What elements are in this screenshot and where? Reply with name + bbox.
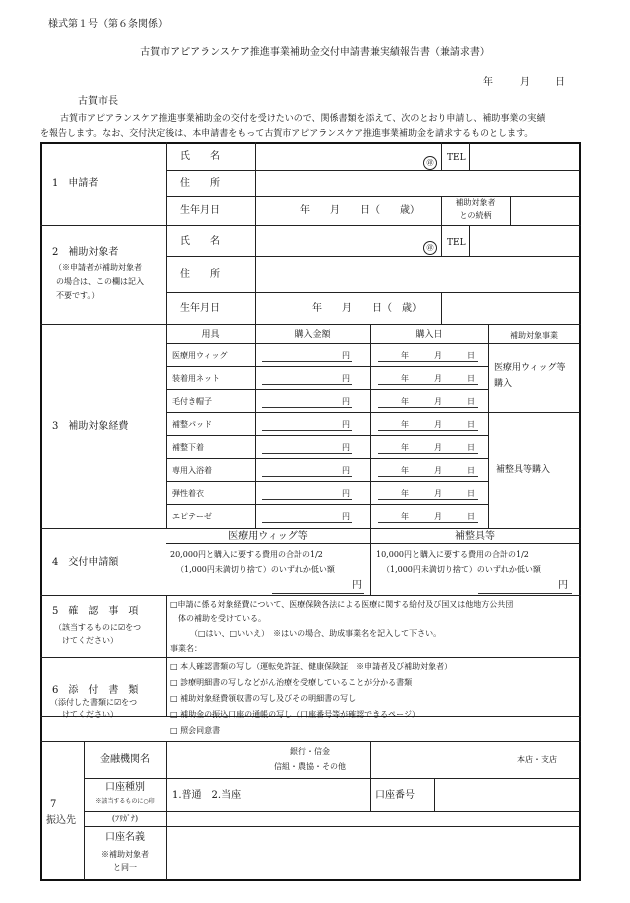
date-month-label: 月 [520,77,530,88]
item-label: エピテーゼ [172,512,212,521]
seal-mark: ㊞ [423,150,437,170]
date-year: 年 [401,512,409,521]
date-day-label: 日 [555,77,565,88]
applicant-tel-label: TEL [447,153,466,163]
date-year: 年 [401,420,409,429]
form-title: 古賀市アピアランスケア推進事業補助金交付申請書兼実績報告書（兼請求書） [140,47,490,58]
section6-label: 6 添 付 書 類 [52,685,139,696]
date-month: 月 [434,397,442,406]
doc-checkbox-medical[interactable]: □ 診療明細書の写しなどがん治療を受療していることが分かる書類 [170,678,413,687]
amount-yen: 円 [342,512,350,521]
amount-yen: 円 [342,443,350,452]
amount-yen: 円 [342,351,350,360]
date-underline [378,361,478,362]
date-year: 年 [401,374,409,383]
amount-col2-header: 補整具等 [455,531,495,542]
amount-underline [262,453,352,454]
date-day: 日 [467,489,475,498]
bank-types-line2: 信組・農協・その他 [274,762,346,771]
section2-label: 2 補助対象者 [52,247,119,258]
section2-note-3: 不要です。） [56,291,100,300]
account-type-label: 口座種別 [105,782,145,793]
amount-underline [262,522,352,523]
account-type-note: ※該当するものに○印 [95,798,155,805]
date-month: 月 [434,466,442,475]
date-input[interactable] [378,417,478,430]
amount-col2-yen: 円 [558,580,568,591]
amount-input[interactable] [262,394,340,407]
confirm-line1[interactable]: □申請に係る対象経費について、医療保険各法による医療に関する給付及び国又は他地方公共団 [170,600,514,609]
date-input[interactable] [378,486,478,499]
section5-note-1: （該当するものに☑をつ [54,623,142,632]
amount-yen: 円 [342,466,350,475]
amount-wig-input[interactable] [272,578,352,592]
date-month: 月 [434,351,442,360]
item-label: 専用入浴着 [172,466,212,475]
target-tel-input[interactable] [470,226,578,255]
applicant-address-label: 住 所 [180,178,220,189]
target-tel-label: TEL [447,238,466,248]
date-underline [378,499,478,500]
applicant-tel-input[interactable] [470,143,578,169]
amount-input[interactable] [262,371,340,384]
target-birth-label: 生年月日 [180,303,220,314]
item-label: 装着用ネット [172,374,220,383]
relation-label-2: との続柄 [459,211,492,220]
item-label: 弾性着衣 [172,489,204,498]
applicant-name-label: 氏 名 [180,151,220,162]
doc-checkbox-consent[interactable]: □ 照会同意書 [170,726,221,735]
account-holder-input[interactable] [167,827,578,878]
addressee: 古賀市長 [78,96,118,107]
target-birth-date: 年 月 日（ 歳） [312,303,422,314]
project-name-label: 事業名： [170,644,202,653]
form-number: 様式第１号（第６条関係） [48,19,168,30]
section3-label: 3 補助対象経費 [52,421,129,432]
amount-underline [262,384,352,385]
amount-underline [262,430,352,431]
date-underline [378,476,478,477]
date-input[interactable] [378,394,478,407]
doc-checkbox-bankbook[interactable]: □ 補助金の振込口座の通帳の写し（口座番号等が確認できるページ） [170,710,420,719]
relation-label-1: 補助対象者 [455,198,496,207]
col-item-header: 用具 [201,330,220,340]
account-holder-label: 口座名義 [105,832,145,843]
confirm-yes-no[interactable]: （□はい、□いいえ） ※はいの場合、助成事業名を記入して下さい。 [190,629,442,638]
account-number-label: 口座番号 [375,790,415,801]
intro-text-line1: 古賀市アピアランスケア推進事業補助金の交付を受けたいので、関係書類を添えて、次のとおり申請し、補助事業の実績 [60,114,546,124]
date-day: 日 [467,374,475,383]
date-year: 年 [401,351,409,360]
furigana-input[interactable] [167,812,578,825]
amount-yen: 円 [342,489,350,498]
amount-col1-line1: 20,000円と購入に要する費用の合計の1/2 [170,550,323,559]
date-input[interactable] [378,371,478,384]
section2-note-1: （※申請者が補助対象者 [54,263,142,272]
amount-col1-yen: 円 [352,580,362,591]
amount-input[interactable] [262,348,340,361]
confirm-line2: 体の補助を受けている。 [178,614,266,623]
bank-types-line1: 銀行・信金 [290,747,330,756]
furigana-label: (ﾌﾘｶﾞﾅ) [111,814,139,823]
section5-note-2: けてください） [62,636,118,645]
date-month: 月 [434,374,442,383]
target-address-input[interactable] [256,257,578,291]
section5-label: 5 確 認 事 項 [52,606,139,617]
date-day: 日 [467,466,475,475]
intro-text-line2: を報告します。なお、交付決定後は、本申請書をもって古賀市アピアランスケア推進事業補助金を請求するものとします。 [40,129,534,139]
account-number-input[interactable] [435,779,578,810]
date-day: 日 [467,512,475,521]
target-name-input[interactable] [256,226,416,255]
project-prosthesis-label: 補整具等購入 [496,465,551,475]
amount-prosthesis-input[interactable] [478,578,558,592]
amount-underline [262,407,352,408]
seal-mark: ㊞ [423,235,437,255]
date-year: 年 [401,466,409,475]
target-name-label: 氏 名 [180,236,220,247]
section7-label: 振込先 [46,815,76,826]
date-year: 年 [401,489,409,498]
date-underline [378,430,478,431]
project-wig-label-1: 医療用ウィッグ等 [494,363,566,373]
applicant-name-input[interactable] [256,143,416,169]
date-input[interactable] [378,440,478,453]
project-name-input[interactable] [212,642,572,655]
date-month: 月 [434,489,442,498]
date-month: 月 [434,420,442,429]
date-input[interactable] [378,463,478,476]
date-year: 年 [401,443,409,452]
item-label: 医療用ウィッグ [172,351,228,360]
date-day: 日 [467,443,475,452]
col-amount-header: 購入金額 [294,330,331,340]
date-underline [378,407,478,408]
amount-col1-line2: （1,000円未満切り捨て）のいずれか低い額 [176,565,335,574]
item-label: 補整下着 [172,443,204,452]
date-underline [378,453,478,454]
target-address-label: 住 所 [180,269,220,280]
section6-note-2: けてください） [62,710,118,719]
bank-name-label: 金融機関名 [100,754,150,765]
doc-checkbox-receipt[interactable]: □ 補助対象経費領収書の写し及びその明細書の写し [170,694,357,703]
amount-yen: 円 [342,397,350,406]
item-label: 毛付き帽子 [172,397,212,406]
applicant-birth-label: 生年月日 [180,205,220,216]
amount-col2-line2: （1,000円未満切り捨て）のいずれか低い額 [382,565,541,574]
bank-name-input[interactable] [167,742,253,777]
project-wig-label-2: 購入 [494,379,513,389]
date-input[interactable] [378,348,478,361]
amount-underline [262,499,352,500]
item-label: 補整パッド [172,420,212,429]
amount-yen: 円 [342,374,350,383]
date-day: 日 [467,351,475,360]
amount-underline [262,476,352,477]
date-underline [378,522,478,523]
section7-number: 7 [50,799,57,810]
date-month: 月 [434,443,442,452]
branch-name-input[interactable] [371,742,511,777]
date-year-label: 年 [483,77,493,88]
account-holder-note-2: と同一 [113,863,137,872]
section6-note-1: （添付した書類に☑をつ [50,698,138,707]
relation-input[interactable] [511,197,578,224]
col-date-header: 購入日 [415,330,443,340]
amount-col2-line1: 10,000円と購入に要する費用の合計の1/2 [376,550,529,559]
doc-checkbox-id[interactable]: □ 本人確認書類の写し（運転免許証、健康保険証 ※申請者及び補助対象者） [170,662,453,671]
section2-note-2: の場合は、この欄は記入 [56,277,144,286]
section4-label: 4 交付申請額 [52,557,119,568]
date-month: 月 [434,512,442,521]
amount-input[interactable] [262,463,340,476]
applicant-address-input[interactable] [256,171,578,195]
date-year: 年 [401,397,409,406]
date-underline [378,384,478,385]
amount-input[interactable] [262,440,340,453]
branch-label: 本店・支店 [517,755,557,764]
amount-underline [262,361,352,362]
col-project-header: 補助対象事業 [510,331,558,340]
amount-input[interactable] [262,509,340,522]
date-day: 日 [467,420,475,429]
date-input[interactable] [378,509,478,522]
account-type-options[interactable]: 1.普通 2.当座 [172,790,242,801]
section1-label: 1 申請者 [52,178,99,189]
amount-input[interactable] [262,417,340,430]
amount-input[interactable] [262,486,340,499]
account-holder-note-1: ※補助対象者 [101,850,149,859]
amount-yen: 円 [342,420,350,429]
applicant-birth-date: 年 月 日（ 歳） [300,205,420,216]
amount-col1-header: 医療用ウィッグ等 [228,531,308,542]
date-day: 日 [467,397,475,406]
